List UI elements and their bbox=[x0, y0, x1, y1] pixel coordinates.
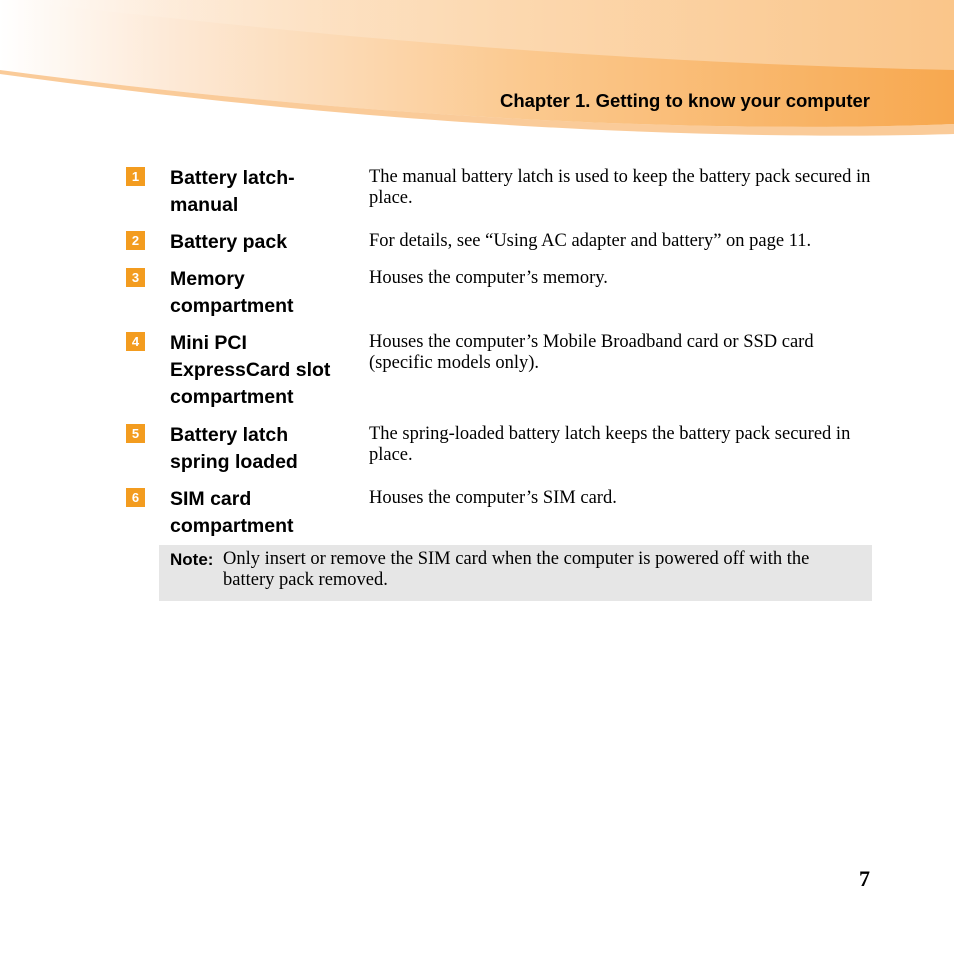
header-decoration bbox=[0, 0, 954, 140]
item-term: Battery latch spring loaded bbox=[170, 424, 298, 473]
item-number-badge: 6 bbox=[126, 488, 145, 507]
item-description: For details, see “Using AC adapter and battery” on page 11. bbox=[369, 231, 812, 251]
item-number-badge: 4 bbox=[126, 332, 145, 351]
item-description: The manual battery latch is used to keep the battery pack secured in place. bbox=[369, 167, 871, 208]
item-term: Mini PCI ExpressCard slot compartment bbox=[170, 332, 331, 408]
item-term: SIM card compartment bbox=[170, 488, 294, 537]
item-number-badge: 3 bbox=[126, 268, 145, 287]
item-term: Battery latch- manual bbox=[170, 167, 295, 216]
page-number: 7 bbox=[859, 866, 870, 891]
item-term: Memory compartment bbox=[170, 268, 294, 317]
item-number-badge: 5 bbox=[126, 424, 145, 443]
chapter-title: Chapter 1. Getting to know your computer bbox=[499, 90, 870, 111]
note-label: Note: bbox=[170, 550, 214, 569]
item-description: The spring-loaded battery latch keeps the battery pack secured in place. bbox=[369, 424, 851, 465]
item-description: Houses the computer’s Mobile Broadband card or SSD card (specific models only). bbox=[369, 332, 814, 373]
note-box bbox=[159, 545, 872, 601]
item-number-badge: 1 bbox=[126, 167, 145, 186]
item-description: Houses the computer’s SIM card. bbox=[369, 488, 617, 508]
note-text: Only insert or remove the SIM card when the computer is powered off with the battery pack removed. bbox=[223, 549, 810, 590]
item-term: Battery pack bbox=[170, 231, 288, 253]
item-number-badge: 2 bbox=[126, 231, 145, 250]
item-description: Houses the computer’s memory. bbox=[369, 268, 608, 288]
